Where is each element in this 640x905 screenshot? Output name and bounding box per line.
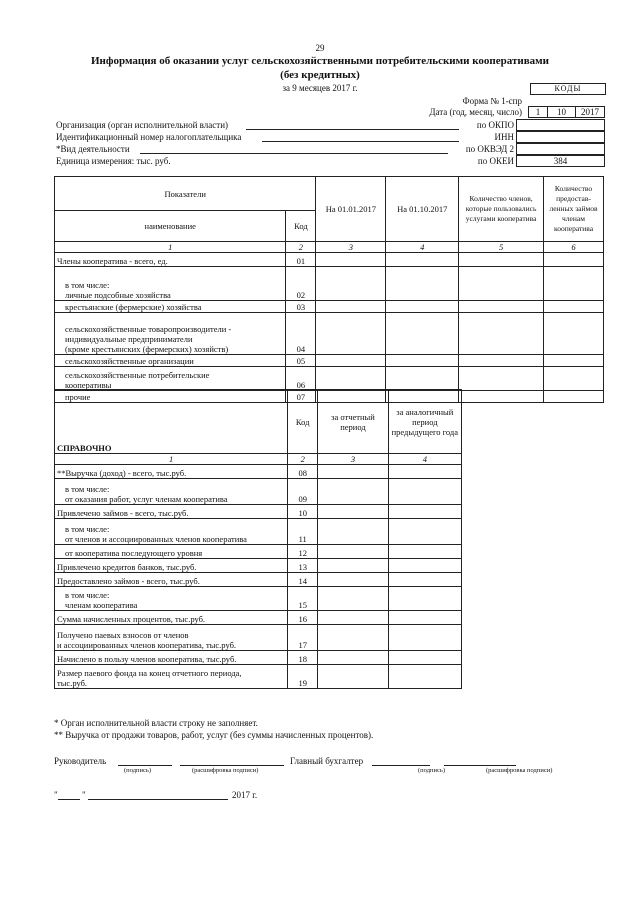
column-number: 1 <box>55 242 286 253</box>
value-cell[interactable] <box>544 367 604 391</box>
row-code: 04 <box>286 313 316 355</box>
head-decode-caption: (расшифровка подписи) <box>192 767 259 774</box>
codes-header: КОДЫ <box>530 83 606 95</box>
inn-line[interactable] <box>262 141 459 142</box>
value-cell[interactable] <box>318 573 388 587</box>
table-row <box>55 587 462 611</box>
value-cell[interactable] <box>459 355 544 367</box>
value-cell[interactable] <box>544 267 604 301</box>
row-name: Привлечено займов - всего, тыс.руб. <box>55 505 288 519</box>
table-row <box>55 573 462 587</box>
value-cell[interactable] <box>318 625 388 651</box>
row-name: Члены кооператива - всего, ед. <box>55 253 286 267</box>
accountant-signature-caption: (подпись) <box>418 767 445 774</box>
row-code: 06 <box>286 367 316 391</box>
value-cell[interactable] <box>544 391 604 403</box>
table-row <box>55 665 462 689</box>
value-cell[interactable] <box>544 301 604 313</box>
value-cell[interactable] <box>459 253 544 267</box>
value-cell[interactable] <box>459 267 544 301</box>
value-cell[interactable] <box>318 545 388 559</box>
header-prior-period: за аналогичный период предыдущего года <box>388 390 461 454</box>
value-cell[interactable] <box>316 355 386 367</box>
row-code: 12 <box>288 545 318 559</box>
date-quote-close: " <box>82 790 86 800</box>
header-reporting-period: за отчетный период <box>318 390 388 454</box>
row-name: сельскохозяйственные товаропроизводители - индивидуальные предприниматели (кроме крестьянских (фермерских) хозяйств) <box>55 313 286 355</box>
row-code: 02 <box>286 267 316 301</box>
unit-label: Единица измерения: тыс. руб. <box>56 156 171 166</box>
value-cell[interactable] <box>544 253 604 267</box>
header-name: наименование <box>55 211 286 242</box>
row-code: 16 <box>288 611 318 625</box>
row-code: 01 <box>286 253 316 267</box>
reference-table <box>54 389 462 689</box>
value-cell[interactable] <box>388 587 461 611</box>
value-cell[interactable] <box>388 465 461 479</box>
row-name: в том числе: от оказания работ, услуг членам кооператива <box>55 479 288 505</box>
value-cell[interactable] <box>388 611 461 625</box>
value-cell[interactable] <box>388 665 461 689</box>
column-number: 6 <box>544 242 604 253</box>
column-number: 2 <box>286 242 316 253</box>
table-row <box>55 611 462 625</box>
head-label: Руководитель <box>54 756 107 766</box>
footnote-1: * Орган исполнительной власти строку не заполняет. <box>54 718 258 728</box>
header-reference: СПРАВОЧНО <box>55 390 288 454</box>
header-col1: На 01.01.2017 <box>316 177 386 242</box>
row-code: 19 <box>288 665 318 689</box>
row-name: в том числе: от членов и ассоциированных членов кооператива <box>55 519 288 545</box>
value-cell[interactable] <box>318 465 388 479</box>
row-name: Сумма начисленных процентов, тыс.руб. <box>55 611 288 625</box>
form-title-line1: Информация об оказании услуг сельскохозяйственными потребительскими кооперативами <box>91 55 549 67</box>
form-number: Форма № 1-спр <box>462 96 522 106</box>
date-month[interactable]: 10 <box>547 106 576 118</box>
form-title-line2: (без кредитных) <box>280 69 360 81</box>
head-decode-line[interactable] <box>180 765 284 766</box>
value-cell[interactable] <box>318 611 388 625</box>
value-cell[interactable] <box>386 301 459 313</box>
row-code: 10 <box>288 505 318 519</box>
value-cell[interactable] <box>386 367 459 391</box>
date-quote-open: " <box>54 790 58 800</box>
value-cell[interactable] <box>459 367 544 391</box>
table-row <box>55 625 462 651</box>
members-table <box>54 176 604 403</box>
row-name: Получено паевых взносов от членов и ассоциированных членов кооператива, тыс.руб. <box>55 625 288 651</box>
table-row <box>55 519 462 545</box>
value-cell[interactable] <box>459 313 544 355</box>
value-cell[interactable] <box>316 267 386 301</box>
row-name: прочие <box>55 391 286 403</box>
row-name: в том числе: членам кооператива <box>55 587 288 611</box>
value-cell[interactable] <box>318 651 388 665</box>
row-name: Привлечено кредитов банков, тыс.руб. <box>55 559 288 573</box>
row-code: 18 <box>288 651 318 665</box>
activity-label: *Вид деятельности <box>56 144 130 154</box>
row-name: Предоставлено займов - всего, тыс.руб. <box>55 573 288 587</box>
column-number: 4 <box>388 454 461 465</box>
value-cell[interactable] <box>388 651 461 665</box>
accountant-decode-caption: (расшифровка подписи) <box>486 767 553 774</box>
row-code: 03 <box>286 301 316 313</box>
okei-code[interactable]: 384 <box>516 155 605 167</box>
table-row <box>55 505 462 519</box>
row-code: 14 <box>288 573 318 587</box>
page-number: 29 <box>315 43 325 53</box>
row-code: 05 <box>286 355 316 367</box>
column-number: 3 <box>318 454 388 465</box>
value-cell[interactable] <box>386 267 459 301</box>
value-cell[interactable] <box>318 519 388 545</box>
org-line[interactable] <box>246 129 459 130</box>
value-cell[interactable] <box>388 573 461 587</box>
table-row <box>55 545 462 559</box>
header-code-2: Код <box>288 390 318 454</box>
value-cell[interactable] <box>388 625 461 651</box>
table-row <box>55 651 462 665</box>
value-cell[interactable] <box>316 301 386 313</box>
date-month-line[interactable] <box>88 799 228 800</box>
accountant-signature-line[interactable] <box>372 765 430 766</box>
column-number: 5 <box>459 242 544 253</box>
okpo-label: по ОКПО <box>476 120 514 130</box>
header-indicators: Показатели <box>55 177 316 211</box>
table-row <box>55 367 604 391</box>
value-cell[interactable] <box>544 313 604 355</box>
value-cell[interactable] <box>459 301 544 313</box>
table-row <box>55 559 462 573</box>
date-year: 2017 г. <box>232 790 258 800</box>
row-name: сельскохозяйственные потребительские кооперативы <box>55 367 286 391</box>
value-cell[interactable] <box>386 355 459 367</box>
form-title <box>60 54 580 82</box>
value-cell[interactable] <box>388 519 461 545</box>
row-name: Начислено в пользу членов кооператива, тыс.руб. <box>55 651 288 665</box>
table-row <box>55 355 604 367</box>
accountant-decode-line[interactable] <box>444 765 516 766</box>
report-period: за 9 месяцев 2017 г. <box>282 83 358 93</box>
row-code: 07 <box>286 391 316 403</box>
accountant-label: Главный бухгалтер <box>290 756 364 766</box>
column-number: 4 <box>386 242 459 253</box>
table-row <box>55 479 462 505</box>
row-name: в том числе: личные подсобные хозяйства <box>55 267 286 301</box>
header-col4: Количество предостав-ленных займов членам кооператива <box>544 177 604 242</box>
value-cell[interactable] <box>316 367 386 391</box>
header-col3: Количество членов, которые пользовались услугами кооператива <box>459 177 544 242</box>
header-col2: На 01.10.2017 <box>386 177 459 242</box>
value-cell[interactable] <box>544 355 604 367</box>
table-row <box>55 465 462 479</box>
value-cell[interactable] <box>316 313 386 355</box>
row-code: 17 <box>288 625 318 651</box>
inn-label: Идентификационный номер налогоплательщика <box>56 132 242 142</box>
head-signature-line[interactable] <box>118 765 172 766</box>
column-number: 3 <box>316 242 386 253</box>
row-code: 13 <box>288 559 318 573</box>
date-day-line[interactable] <box>58 799 80 800</box>
okved-label: по ОКВЭД 2 <box>465 144 514 154</box>
row-code: 15 <box>288 587 318 611</box>
row-name: Размер паевого фонда на конец отчетного периода, тыс.руб. <box>55 665 288 689</box>
footnote-2: ** Выручка от продажи товаров, работ, услуг (без суммы начисленных процентов). <box>54 730 374 740</box>
date-label: Дата (год, месяц, число) <box>429 107 522 117</box>
value-cell[interactable] <box>388 505 461 519</box>
value-cell[interactable] <box>388 479 461 505</box>
value-cell[interactable] <box>318 587 388 611</box>
value-cell[interactable] <box>318 479 388 505</box>
value-cell[interactable] <box>388 559 461 573</box>
row-name: сельскохозяйственные организации <box>55 355 286 367</box>
row-code: 08 <box>288 465 318 479</box>
row-name: от кооператива последующего уровня <box>55 545 288 559</box>
row-code: 11 <box>288 519 318 545</box>
head-signature-caption: (подпись) <box>124 767 151 774</box>
okei-label: по ОКЕИ <box>477 156 514 166</box>
header-code: Код <box>286 211 316 242</box>
value-cell[interactable] <box>318 665 388 689</box>
okved-code[interactable] <box>516 143 605 155</box>
row-code: 09 <box>288 479 318 505</box>
date-day[interactable]: 1 <box>528 106 548 118</box>
value-cell[interactable] <box>386 313 459 355</box>
activity-line[interactable] <box>140 153 448 154</box>
value-cell[interactable] <box>318 559 388 573</box>
value-cell[interactable] <box>316 253 386 267</box>
value-cell[interactable] <box>388 545 461 559</box>
date-year[interactable]: 2017 <box>575 106 605 118</box>
okpo-code[interactable] <box>516 119 605 131</box>
table-row <box>55 253 604 267</box>
inn-code-label: ИНН <box>494 132 514 142</box>
column-number: 1 <box>55 454 288 465</box>
row-name: **Выручка (доход) - всего, тыс.руб. <box>55 465 288 479</box>
value-cell[interactable] <box>318 505 388 519</box>
table-row <box>55 301 604 313</box>
table-row <box>55 313 604 355</box>
row-name: крестьянские (фермерские) хозяйства <box>55 301 286 313</box>
table-row <box>55 267 604 301</box>
column-number: 2 <box>288 454 318 465</box>
inn-code[interactable] <box>516 131 605 143</box>
value-cell[interactable] <box>459 391 544 403</box>
org-label: Организация (орган исполнительной власти) <box>56 120 229 130</box>
value-cell[interactable] <box>386 253 459 267</box>
